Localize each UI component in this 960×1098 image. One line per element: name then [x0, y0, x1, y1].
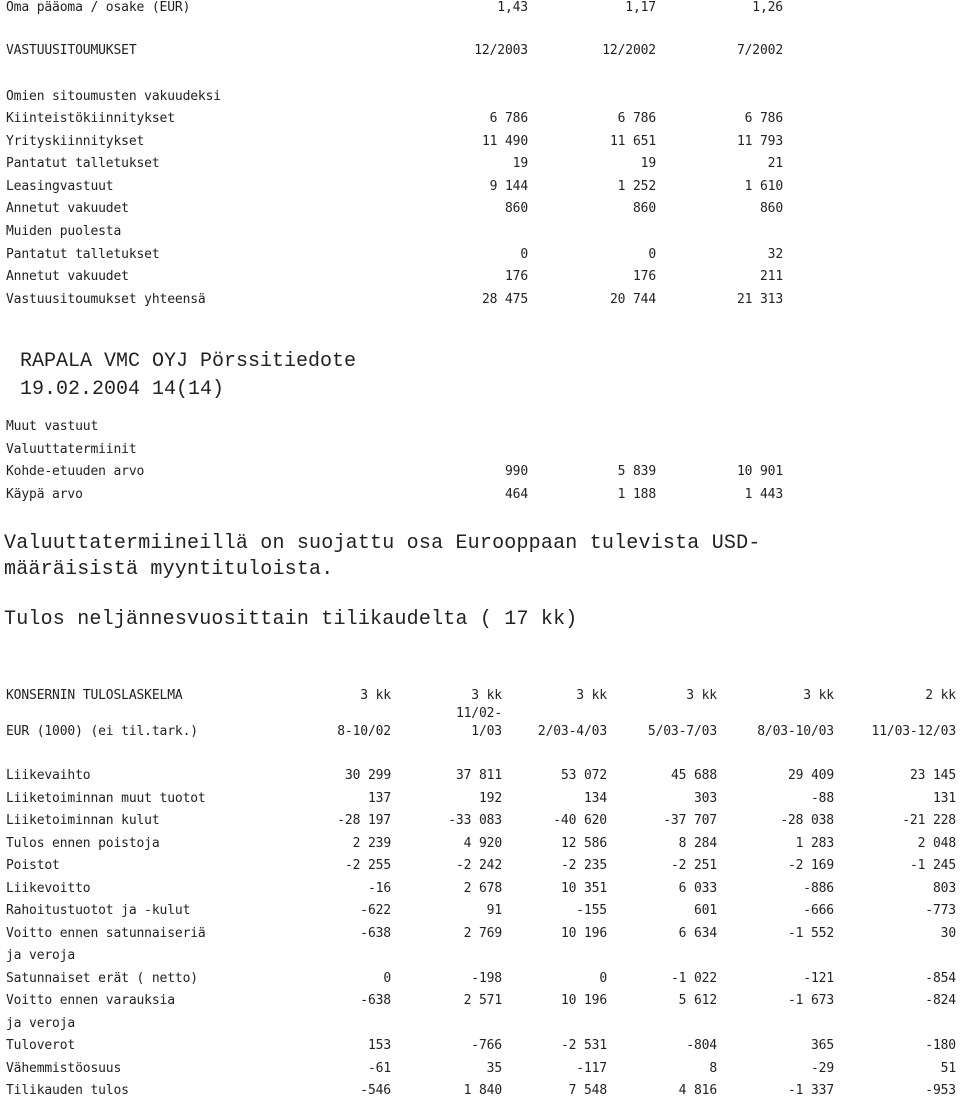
income-row-value: -28 197 [337, 813, 391, 828]
income-row-label: Liiketoiminnan kulut [6, 813, 160, 828]
income-row-value: 53 072 [560, 768, 607, 783]
income-row-value: 601 [693, 903, 717, 918]
income-row-value: 30 299 [344, 768, 391, 783]
income-row-label: Rahoitustuotot ja -kulut [6, 903, 191, 918]
income-row-value: -1 022 [670, 970, 717, 986]
top-row-value: 0 [648, 247, 656, 262]
top-row-value: 860 [632, 201, 656, 216]
income-row-value: 91 [486, 903, 502, 918]
top-row-value: 19 [512, 156, 528, 171]
income-row-label: Tulos ennen poistoja [6, 835, 160, 851]
income-row-value: -1 245 [909, 858, 956, 873]
income-row-value: -37 707 [663, 813, 717, 828]
income-row-value: -28 038 [780, 813, 834, 828]
income-row-value: 30 [940, 925, 956, 941]
currency-row-label: Muut vastuut [6, 419, 99, 434]
top-row-value: 176 [632, 269, 656, 284]
income-row-value: -117 [576, 1060, 607, 1076]
income-row-value: -180 [925, 1038, 956, 1053]
income-row-value: 10 196 [560, 925, 607, 941]
income-row-value: 35 [486, 1060, 502, 1076]
income-row-value: -198 [471, 970, 502, 986]
note-line-1: Valuuttatermiineillä on suojattu osa Eurooppaan tulevista USD- [4, 532, 761, 555]
top-row-value: 860 [759, 201, 783, 216]
top-row-value: 32 [767, 247, 783, 262]
income-row-value: -886 [803, 880, 834, 896]
income-row-value: -2 169 [787, 858, 834, 873]
top-row-value: 211 [759, 269, 783, 284]
top-row-value: 0 [520, 247, 528, 262]
note-line-2: määräisistä myyntituloista. [4, 558, 334, 581]
income-col-period: 3 kk [471, 688, 502, 703]
income-row-value: 0 [599, 970, 607, 986]
income-row-value: -21 228 [902, 813, 956, 828]
income-row-value: 803 [932, 880, 956, 896]
income-row-value: 1 283 [795, 835, 834, 851]
income-row-value: 6 033 [678, 880, 717, 896]
top-row-value: 1,26 [752, 0, 783, 15]
income-row-value: -773 [925, 903, 956, 918]
income-col-months: 5/03-7/03 [647, 724, 717, 739]
income-row-value: -40 620 [553, 813, 607, 828]
top-row-label: Omien sitoumusten vakuudeksi [6, 89, 221, 104]
income-col-period: 3 kk [360, 688, 391, 703]
income-row-value: 131 [932, 790, 956, 806]
income-row-value: -2 531 [560, 1038, 607, 1053]
currency-row-label: Valuuttatermiinit [6, 442, 137, 457]
income-col-period: 2 kk [925, 688, 956, 703]
currency-row-value: 5 839 [617, 464, 656, 479]
income-row-value: -88 [810, 790, 834, 806]
income-row-label: Voitto ennen satunnaiseriä [6, 925, 206, 941]
top-row-value: 21 [767, 156, 783, 171]
top-row-value: 21 313 [736, 292, 783, 307]
income-row-value: 6 634 [678, 925, 717, 941]
top-row-value: 9 144 [489, 179, 528, 194]
income-row-label: ja veroja [6, 1015, 76, 1031]
currency-row-value: 464 [504, 487, 528, 502]
top-row-label: Oma pääoma / osake (EUR) [6, 0, 191, 15]
income-row-value: -2 242 [455, 858, 502, 873]
income-header-label-2: EUR (1000) (ei til.tark.) [6, 724, 198, 739]
income-row-value: -1 337 [787, 1083, 834, 1098]
income-row-label: Liikevaihto [6, 768, 91, 783]
currency-row-label: Käypä arvo [6, 487, 83, 502]
top-row-value: 12/2002 [602, 43, 656, 58]
top-row-value: 860 [504, 201, 528, 216]
top-row-value: 1 610 [744, 179, 783, 194]
income-row-value: 153 [367, 1038, 391, 1053]
income-row-value: 7 548 [568, 1083, 607, 1098]
income-row-label: Poistot [6, 858, 60, 873]
top-row-value: 11 651 [609, 134, 656, 149]
income-col-months: 11/03-12/03 [871, 724, 956, 739]
income-row-value: 5 612 [678, 993, 717, 1008]
income-row-label: Tilikauden tulos [6, 1083, 129, 1098]
currency-row-label: Kohde-etuuden arvo [6, 464, 145, 479]
income-row-value: -2 235 [560, 858, 607, 873]
top-row-label: Kiinteistökiinnitykset [6, 111, 175, 126]
income-row-value: -638 [360, 993, 391, 1008]
income-row-value: -155 [576, 903, 607, 918]
income-row-value: 2 769 [463, 925, 502, 941]
income-row-value: 10 351 [560, 880, 607, 896]
income-row-value: 2 678 [463, 880, 502, 896]
top-row-value: 11 793 [736, 134, 783, 149]
income-row-value: 4 816 [678, 1083, 717, 1098]
income-row-value: 12 586 [560, 835, 607, 851]
income-row-value: 2 571 [463, 993, 502, 1008]
income-row-value: 29 409 [787, 768, 834, 783]
currency-row-value: 1 188 [617, 487, 656, 502]
top-row-value: 1 252 [617, 179, 656, 194]
top-row-label: Vastuusitoumukset yhteensä [6, 292, 206, 307]
top-row-label: Muiden puolesta [6, 224, 122, 239]
income-row-label: Liikevoitto [6, 880, 91, 896]
top-row-label: Pantatut talletukset [6, 247, 160, 262]
income-row-label: Liiketoiminnan muut tuotot [6, 790, 206, 806]
income-row-value: 37 811 [455, 768, 502, 783]
income-row-value: -766 [471, 1038, 502, 1053]
income-row-value: 303 [693, 790, 717, 806]
income-row-value: 4 920 [463, 835, 502, 851]
top-row-value: 1,43 [497, 0, 528, 15]
income-col-period: 3 kk [576, 688, 607, 703]
income-row-value: 1 840 [463, 1083, 502, 1098]
top-row-value: 6 786 [489, 111, 528, 126]
income-row-value: 365 [810, 1038, 834, 1053]
income-row-value: -1 552 [787, 925, 834, 941]
income-col-months: 2/03-4/03 [537, 724, 607, 739]
release-date-page: 19.02.2004 14(14) [20, 378, 225, 401]
income-row-value: 8 284 [678, 835, 717, 851]
income-row-value: -121 [803, 970, 834, 986]
income-row-value: 2 239 [352, 835, 391, 851]
income-row-label: Tuloverot [6, 1038, 76, 1053]
income-row-value: 2 048 [917, 835, 956, 851]
income-row-label: ja veroja [6, 948, 76, 963]
income-row-label: Satunnaiset erät ( netto) [6, 970, 198, 986]
income-row-value: 45 688 [670, 768, 717, 783]
income-row-value: -666 [803, 903, 834, 918]
income-row-value: 51 [940, 1060, 956, 1076]
release-title: RAPALA VMC OYJ Pörssitiedote [20, 350, 357, 373]
income-row-value: -854 [925, 970, 956, 986]
top-row-value: 6 786 [744, 111, 783, 126]
income-row-value: -29 [810, 1060, 834, 1076]
top-row-value: 11 490 [481, 134, 528, 149]
income-col-months: 8/03-10/03 [757, 724, 834, 739]
income-row-value: -2 251 [670, 858, 717, 873]
income-row-label: Vähemmistöosuus [6, 1060, 122, 1076]
income-row-value: -546 [360, 1083, 391, 1098]
income-row-value: -33 083 [448, 813, 502, 828]
currency-row-value: 10 901 [736, 464, 783, 479]
top-row-value: 28 475 [481, 292, 528, 307]
income-row-value: -622 [360, 903, 391, 918]
income-col-period-start: 11/02- [455, 706, 502, 721]
income-row-value: -2 255 [344, 858, 391, 873]
income-row-value: -953 [925, 1083, 956, 1098]
top-row-value: 7/2002 [736, 43, 783, 58]
income-row-value: 134 [583, 790, 607, 806]
income-row-value: -638 [360, 925, 391, 941]
income-row-value: 137 [367, 790, 391, 806]
income-col-period: 3 kk [803, 688, 834, 703]
income-row-value: -804 [686, 1038, 717, 1053]
currency-row-value: 1 443 [744, 487, 783, 502]
top-row-label: Yrityskiinnitykset [6, 134, 145, 149]
top-row-value: 1,17 [625, 0, 656, 15]
top-row-value: 20 744 [609, 292, 656, 307]
income-row-value: -1 673 [787, 993, 834, 1008]
top-row-label: Leasingvastuut [6, 179, 114, 194]
income-row-value: 10 196 [560, 993, 607, 1008]
income-col-months: 8-10/02 [337, 724, 391, 739]
income-row-value: -16 [367, 880, 391, 896]
income-row-value: 0 [383, 970, 391, 986]
section-title: Tulos neljännesvuosittain tilikaudelta ( 17 kk) [4, 608, 578, 631]
income-col-months: 1/03 [471, 724, 502, 739]
top-row-label: Pantatut talletukset [6, 156, 160, 171]
income-row-label: Voitto ennen varauksia [6, 993, 175, 1008]
income-row-value: 192 [478, 790, 502, 806]
top-row-value: 19 [640, 156, 656, 171]
income-col-period: 3 kk [686, 688, 717, 703]
income-row-value: 23 145 [909, 768, 956, 783]
income-row-value: -824 [925, 993, 956, 1008]
income-header-label-1: KONSERNIN TULOSLASKELMA [6, 688, 183, 703]
top-row-label: Annetut vakuudet [6, 269, 129, 284]
top-row-value: 6 786 [617, 111, 656, 126]
top-row-label: VASTUUSITOUMUKSET [6, 43, 137, 58]
top-row-value: 176 [504, 269, 528, 284]
top-row-label: Annetut vakuudet [6, 201, 129, 216]
income-row-value: -61 [367, 1060, 391, 1076]
currency-row-value: 990 [504, 464, 528, 479]
top-row-value: 12/2003 [474, 43, 528, 58]
income-row-value: 8 [709, 1060, 717, 1076]
